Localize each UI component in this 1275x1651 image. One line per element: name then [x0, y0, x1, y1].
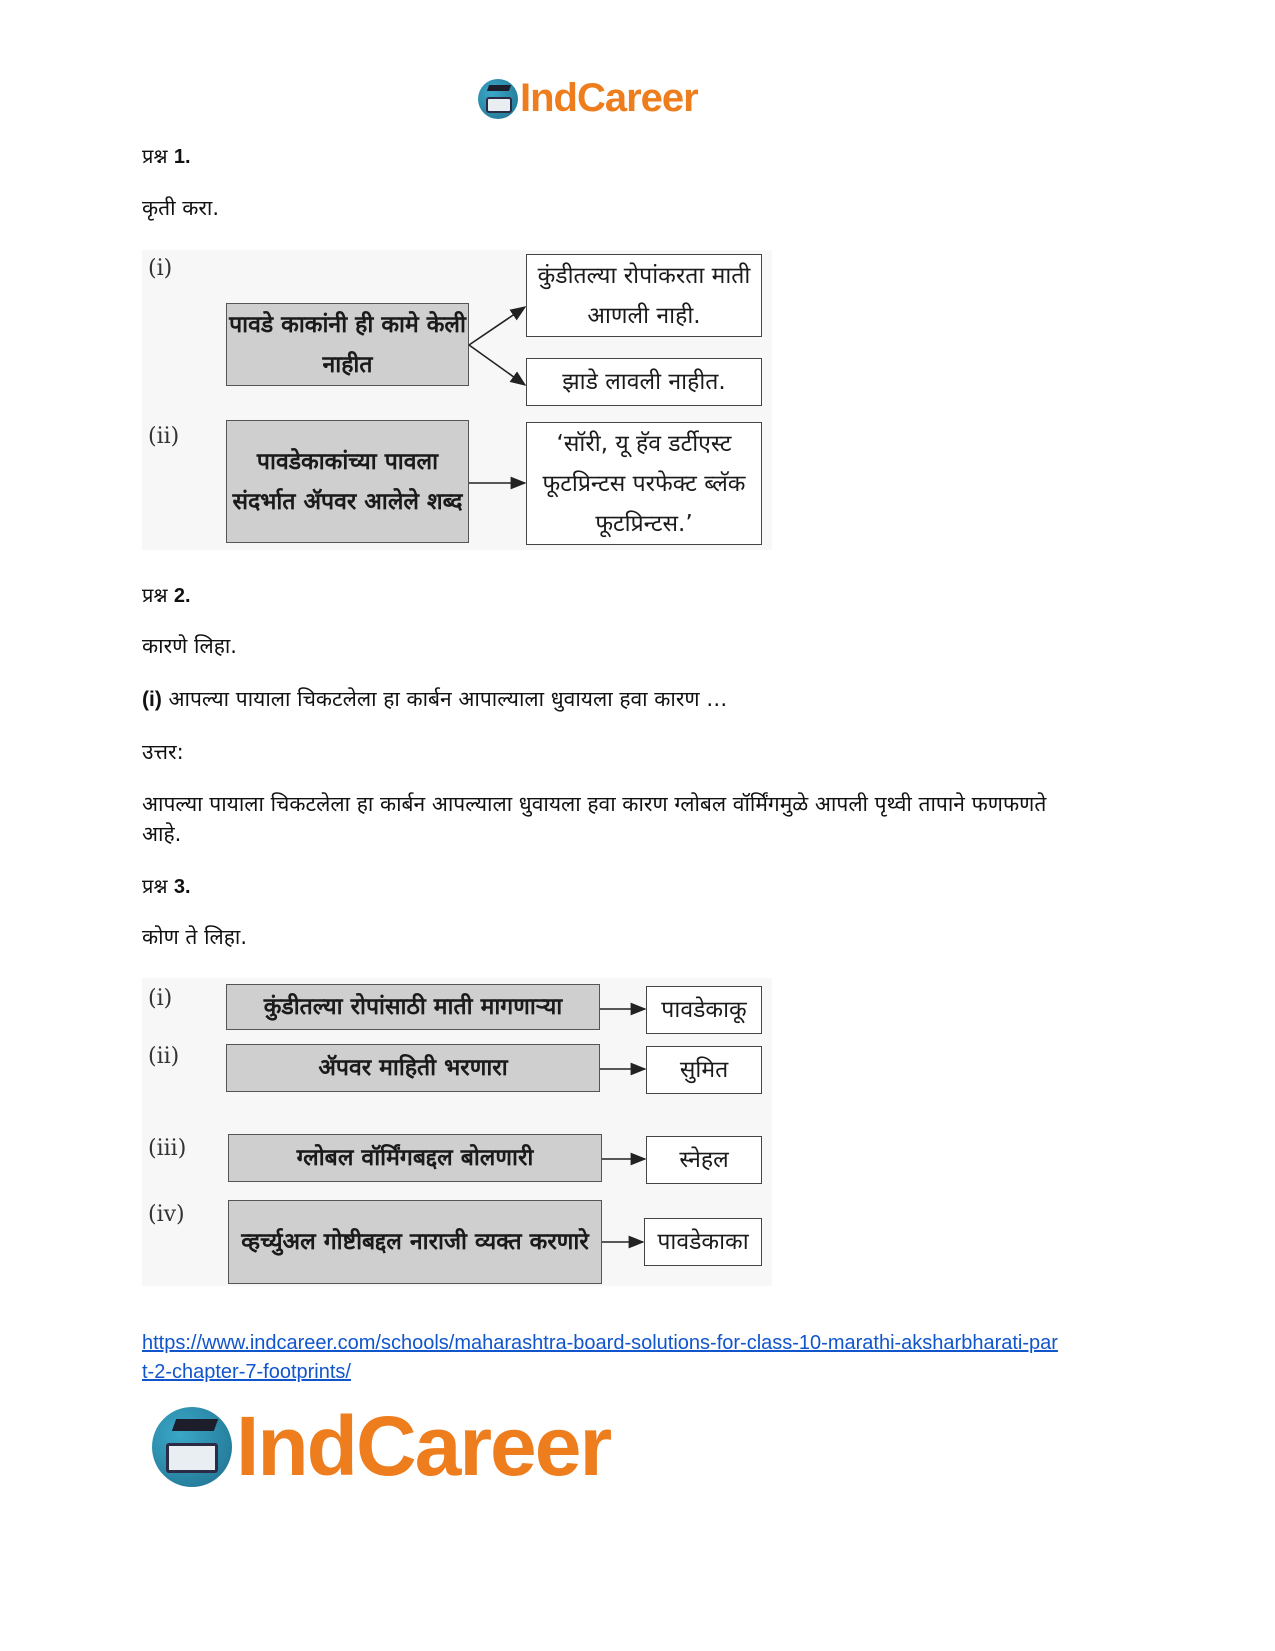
header-logo: [478, 76, 698, 121]
q2-heading-number: 2.: [173, 585, 191, 607]
q1-item2-target-text: ‘सॉरी, यू हॅव डर्टीएस्ट फूटप्रिन्टस परफेक्ट ब्लॅक फूटप्रिन्टस.’: [542, 430, 746, 537]
q1-item1-target-text-1: कुंडीतल्या रोपांकरता माती आणली नाही.: [537, 262, 751, 329]
footer-logo-icon: [152, 1407, 232, 1487]
q2-item-number: (i): [142, 688, 162, 711]
q3-row2-source-text: ॲपवर माहिती भरणारा: [318, 1055, 508, 1081]
q1-arrow-1: [469, 307, 525, 345]
q1-heading-number: 1.: [173, 146, 191, 168]
header-logo-text: IndCareer: [520, 76, 698, 120]
footer-logo: [152, 1398, 610, 1495]
q1-diagram: [142, 250, 772, 550]
q3-row3-label: (iii): [148, 1136, 187, 1161]
q3-heading-number: 3.: [173, 876, 191, 898]
q2-heading: [142, 581, 191, 608]
q1-diagram-arrows: [142, 250, 772, 550]
footer-logo-text: IndCareer: [236, 1399, 611, 1493]
q3-diagram-arrows: [142, 978, 772, 1286]
q1-item1-source-text: पावडे काकांनी ही कामे केली नाहीत: [229, 311, 466, 378]
q1-item2-source-text: पावडेकाकांच्या पावला संदर्भात ॲपवर आलेले शब्द: [232, 448, 463, 515]
q3-row2-target-text: सुमित: [679, 1057, 729, 1083]
source-link[interactable]: https://www.indcareer.com/schools/maharashtra-board-solutions-for-class-10-marathi-aksharbharati-part-2-chapter-7-footprints/: [142, 1332, 1058, 1383]
q2-instruction: कारणे लिहा.: [142, 634, 237, 658]
q1-instruction: कृती करा.: [142, 196, 220, 220]
q3-heading-word: प्रश्न: [142, 874, 168, 898]
q1-item1-label: (i): [148, 256, 173, 281]
q3-row1-source-text: कुंडीतल्या रोपांसाठी माती मागणाऱ्या: [263, 994, 563, 1020]
q1-item1-target-text-2: झाडे लावली नाहीत.: [562, 369, 726, 395]
q3-row4-target-text: पावडेकाका: [657, 1229, 749, 1255]
q3-diagram: [142, 978, 772, 1286]
q1-item2-label: (ii): [148, 424, 180, 449]
q3-instruction: कोण ते लिहा.: [142, 925, 248, 949]
q3-row3-source-text: ग्लोबल वॉर्मिंगबद्दल बोलणारी: [296, 1145, 534, 1171]
q3-row4-label: (iv): [148, 1202, 185, 1227]
q2-item: [142, 684, 727, 715]
q2-heading-word: प्रश्न: [142, 583, 168, 607]
q2-answer-text: आपल्या पायाला चिकटलेला हा कार्बन आपल्याला धुवायला हवा कारण ग्लोबल वॉर्मिंगमुळे आपली पृथ्वी तापाने फणफणते आहे.: [142, 792, 1047, 846]
q3-row1-target-text: पावडेकाकू: [661, 997, 747, 1023]
q2-item-text: आपल्या पायाला चिकटलेला हा कार्बन आपाल्याला धुवायला हवा कारण …: [168, 687, 728, 711]
q3-heading: [142, 872, 191, 899]
q3-row1-label: (i): [148, 986, 173, 1011]
q1-heading: [142, 142, 191, 169]
q1-heading-word: प्रश्न: [142, 144, 168, 168]
q3-row4-source-text: व्हर्च्युअल गोष्टीबद्दल नाराजी व्यक्त करणारे: [241, 1229, 589, 1255]
q2-answer-label: उत्तर:: [142, 740, 184, 764]
q1-arrow-2: [469, 345, 525, 385]
q3-row3-target-text: स्नेहल: [679, 1147, 729, 1173]
indcareer-logo-icon: [478, 79, 518, 119]
q3-row2-label: (ii): [148, 1044, 180, 1069]
